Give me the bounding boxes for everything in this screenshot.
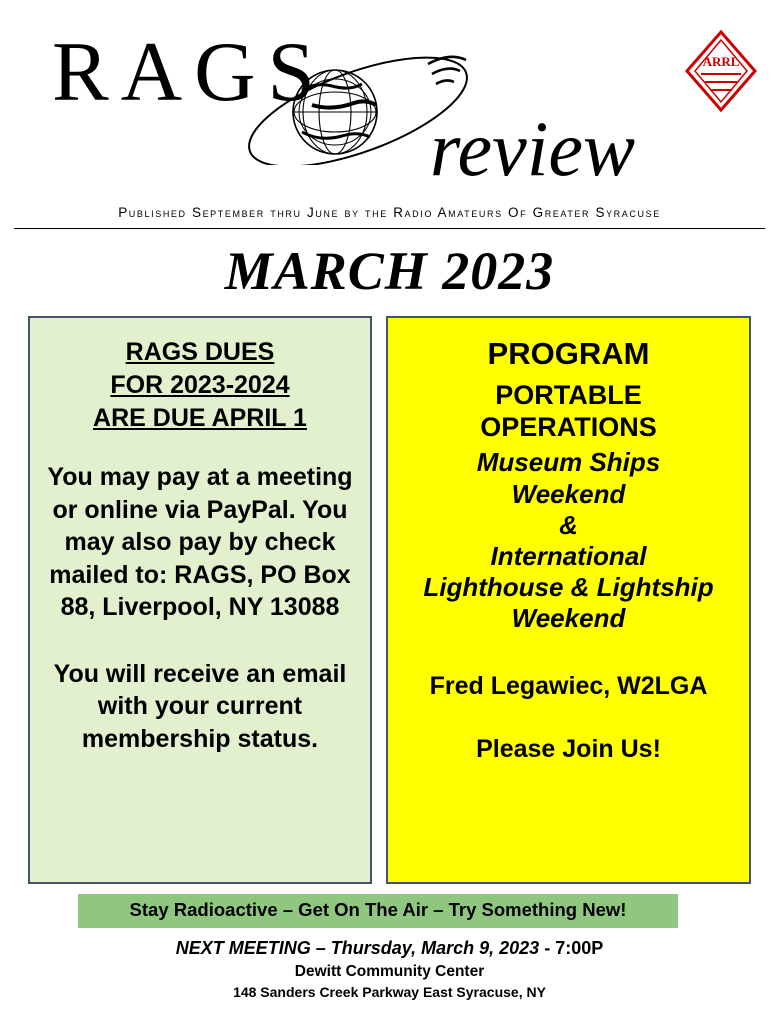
program-invite: Please Join Us!	[476, 735, 661, 764]
next-meeting-time: - 7:00P	[539, 938, 604, 958]
program-detail-line4: International	[490, 540, 647, 571]
meeting-address: 148 Sanders Creek Parkway East Syracuse, NY	[233, 984, 546, 1000]
masthead-title-rags: RAGS	[52, 25, 327, 119]
program-detail-line6: Weekend	[511, 603, 626, 634]
program-detail-line2: Weekend	[511, 478, 626, 509]
next-meeting-line	[0, 938, 779, 959]
program-subtitle	[398, 380, 739, 444]
svg-text:ARRL: ARRL	[702, 54, 740, 69]
dues-body-payment: You may pay at a meeting or online via PayPal. You may also pay by check mailed to: RAGS, PO Box 88, Liverpool, NY 13088	[47, 463, 353, 621]
arrl-diamond-logo-icon	[685, 30, 757, 112]
dues-heading-line2: FOR 2023-2024	[110, 371, 290, 399]
program-subtitle-line1: PORTABLE	[495, 379, 642, 410]
program-panel	[386, 316, 751, 884]
dues-heading-line3: ARE DUE APRIL 1	[93, 404, 307, 432]
program-subtitle-line2: OPERATIONS	[480, 411, 657, 442]
dues-heading	[40, 336, 360, 435]
footer	[0, 938, 779, 1000]
dues-body-email: You will receive an email with your current membership status.	[53, 659, 347, 753]
program-detail-line5: Lighthouse & Lightship	[423, 572, 714, 603]
panel-row	[28, 316, 751, 884]
masthead-tagline: Published September thru June by the Radio Amateurs Of Greater Syracuse	[118, 205, 661, 220]
issue-month-title: MARCH 2023	[224, 241, 555, 301]
slogan-banner: Stay Radioactive – Get On The Air – Try Something New!	[78, 894, 678, 928]
program-title: PROGRAM	[487, 336, 650, 371]
program-detail-line1: Museum Ships	[476, 447, 661, 478]
program-detail-line3: &	[559, 509, 578, 540]
masthead-divider	[14, 228, 765, 229]
meeting-venue: Dewitt Community Center	[294, 963, 485, 980]
program-detail	[398, 447, 739, 634]
dues-panel	[28, 316, 372, 884]
masthead-title-review: review	[430, 105, 636, 192]
dues-heading-line1: RAGS DUES	[125, 338, 275, 366]
program-speaker: Fred Legawiec, W2LGA	[429, 672, 708, 701]
masthead	[0, 0, 779, 220]
next-meeting-label: NEXT MEETING – Thursday, March 9, 2023	[175, 938, 540, 958]
